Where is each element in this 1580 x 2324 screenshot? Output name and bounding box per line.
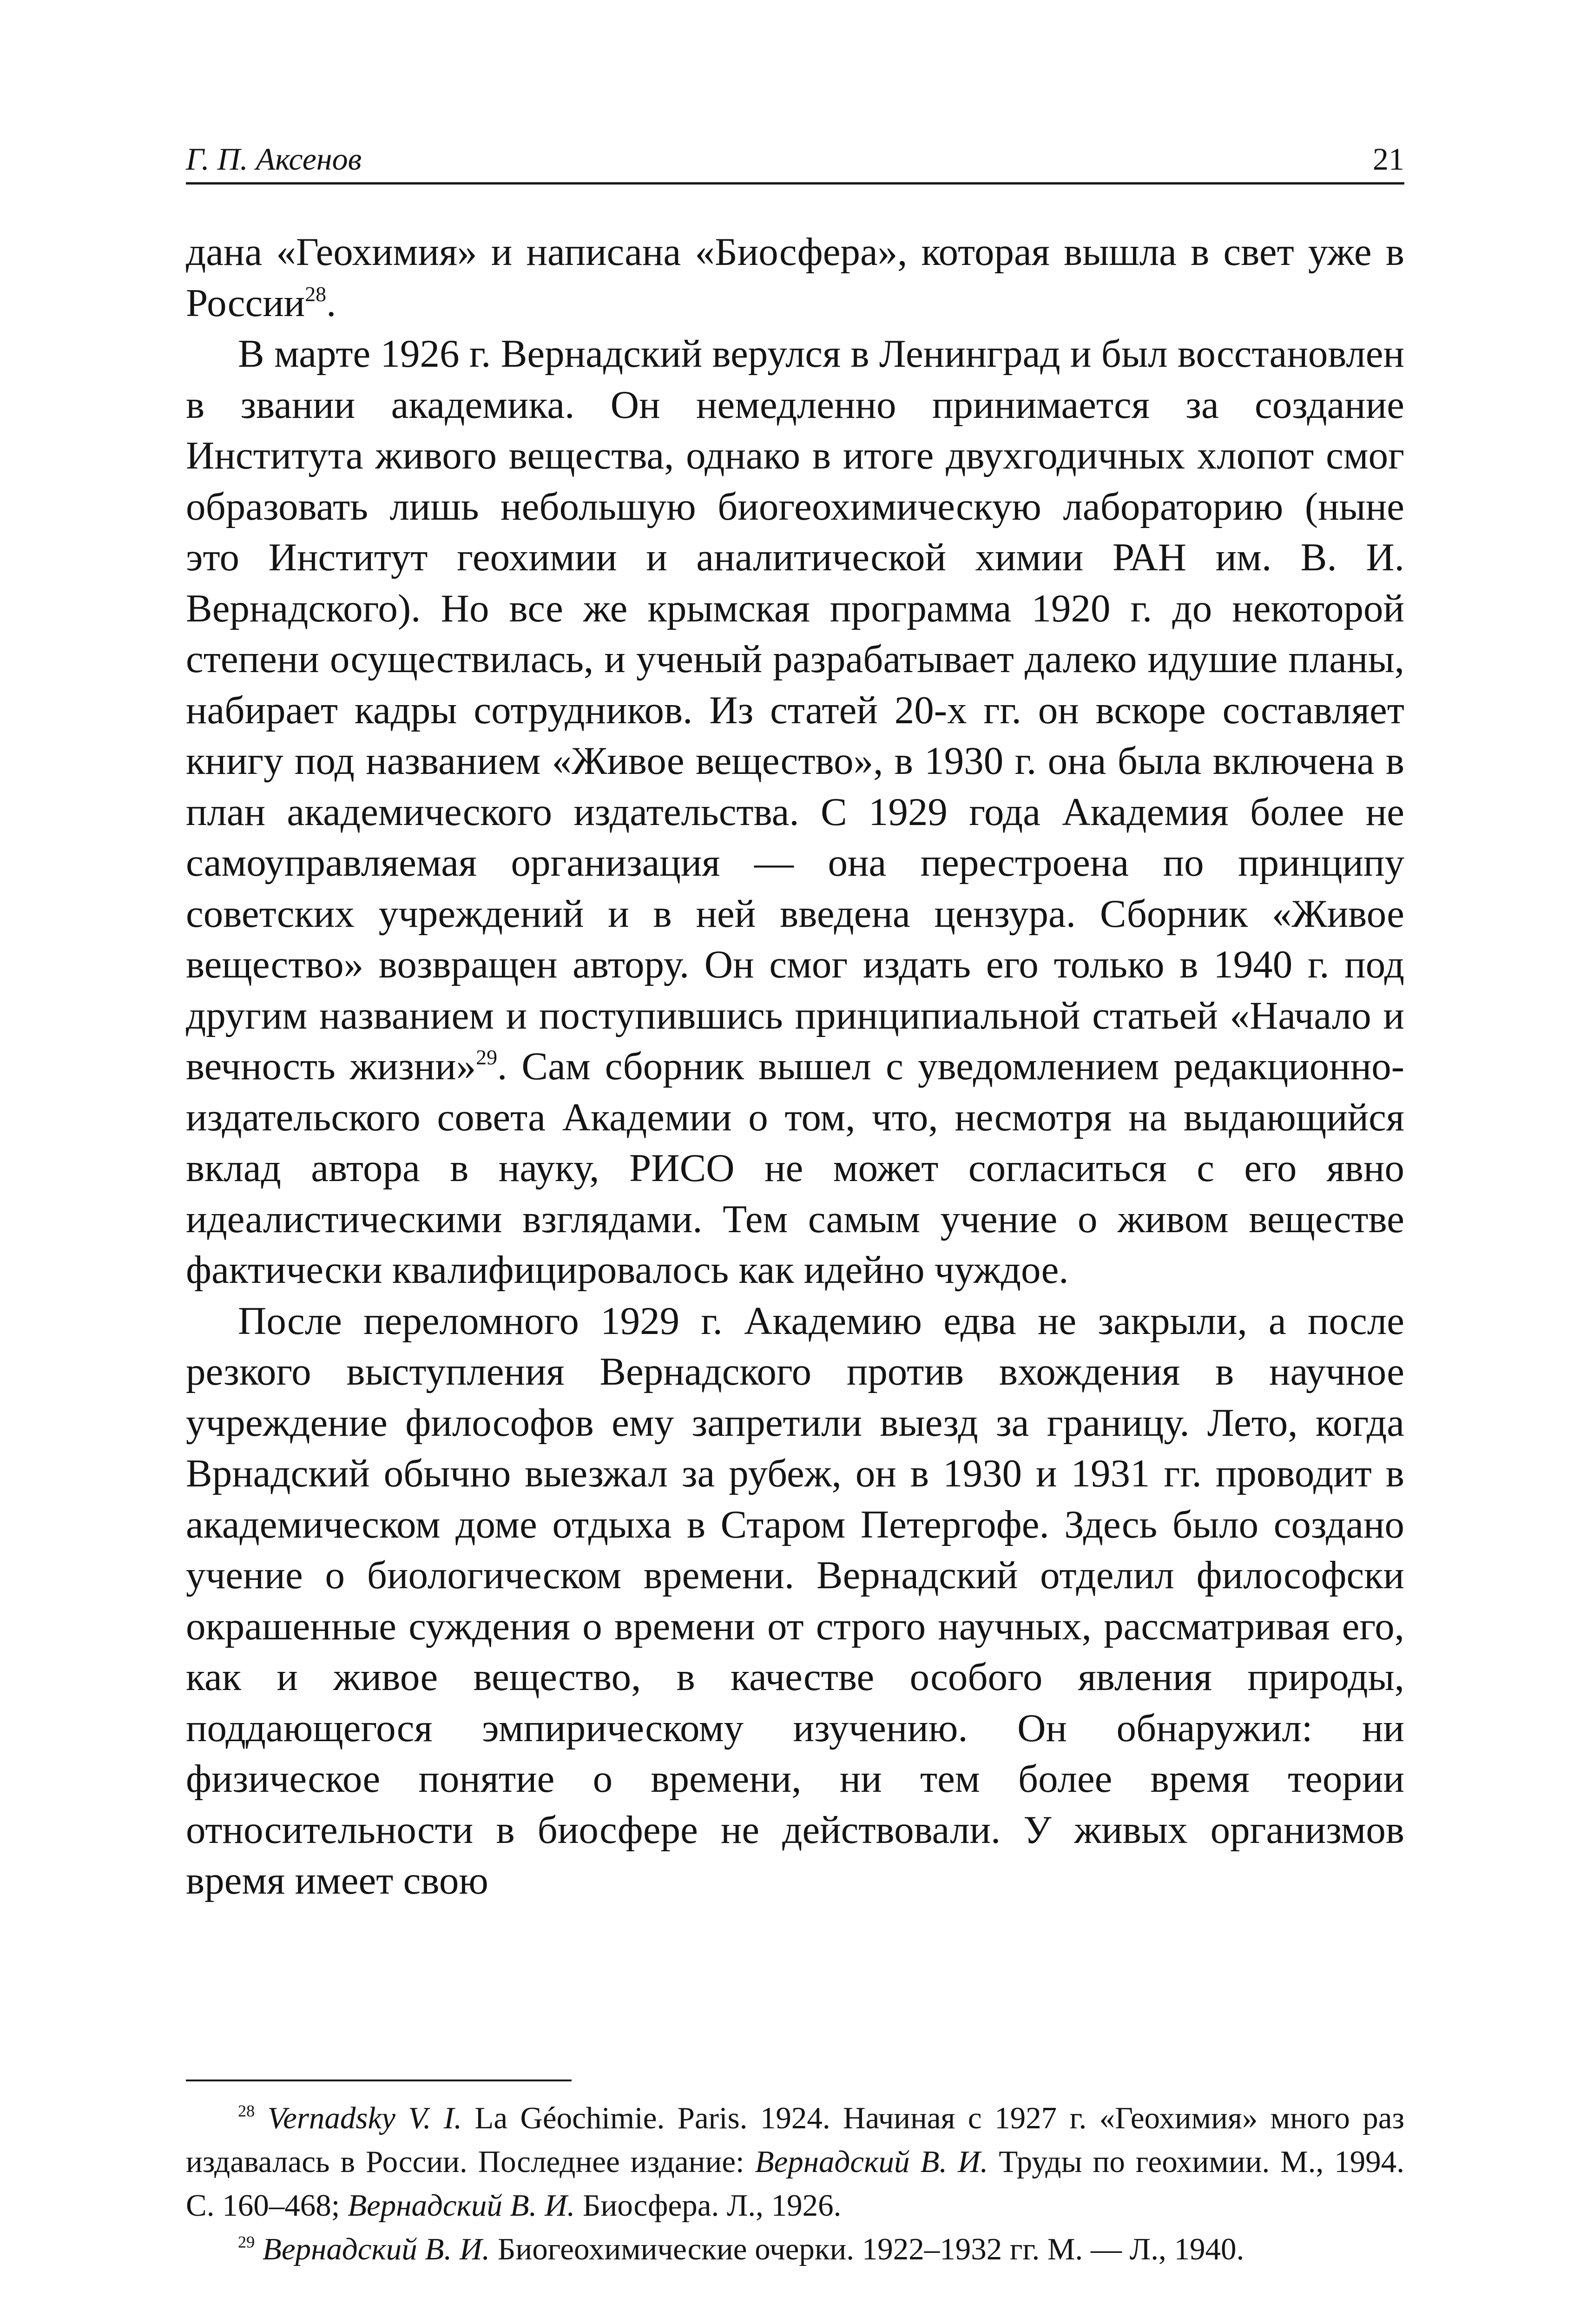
footnote-reference: 28 <box>305 282 327 306</box>
footnote-number: 28 <box>238 2101 255 2120</box>
paragraph <box>186 329 1404 1296</box>
body-text <box>186 227 1404 1907</box>
paragraph-text: . Сам сборник вышел с уведомлением редакционно-издательского совета Академии о том, что, несмотря на выдающийся вклад автора в науку, РИСО не может согласиться с его явно идеалистическими взглядами. Тем самым учение о живом веществе фактически квалифицировалось как идейно чуждое. <box>186 1044 1404 1292</box>
paragraph-text: После переломного 1929 г. Академию едва не закрыли, а после резкого выступления Вернадского против вхождения в научное учреждение философов ему запретили выезд за границу. Лето, когда Врнадский обычно выезжал за рубеж, он в 1930 и 1931 гг. проводит в академическом доме отдыха в Старом Петергофе. Здесь было создано учение о биологическом времени. Вернадский отделил философски окрашенные суждения о времени от строго научных, рассматривая его, как и живое вещество, в качестве особого явления природы, поддающегося эмпирическому изучению. Он обнаружил: ни физическое понятие о времени, ни тем более время теории относительности в биосфере не действовали. У живых организмов время имеет свою <box>186 1299 1404 1902</box>
paragraph <box>186 1296 1404 1907</box>
footnote-separator <box>186 2080 572 2081</box>
footnote-author: Вернадский В. И. <box>348 2188 575 2223</box>
footnote <box>186 2227 1404 2271</box>
footnote-text: Биосфера. Л., 1926. <box>575 2188 842 2223</box>
footnote-author: Вернадский В. И. <box>755 2145 988 2179</box>
footnote-reference: 29 <box>476 1045 498 1069</box>
footnote-number: 29 <box>238 2232 255 2251</box>
footnote <box>186 2096 1404 2227</box>
page-number: 21 <box>1373 141 1404 177</box>
footnote-text: La Géochimie. Paris. 1924. Начиная с 1927 г. «Геохимия» много раз издавалась в России. Последнее издание: <box>186 2101 1404 2179</box>
footnote-author: Vernadsky V. I. <box>267 2101 462 2135</box>
book-page <box>186 0 1404 2324</box>
paragraph-text: дана «Геохимия» и написана «Биосфера», которая вышла в свет уже в России <box>186 230 1404 325</box>
footnote-text: Биогеохимические очерки. 1922–1932 гг. М. — Л., 1940. <box>490 2232 1244 2266</box>
footnote-text: Труды по геохимии. М., 1994. С. 160–468; <box>186 2145 1405 2223</box>
footnotes <box>186 2096 1404 2271</box>
running-head <box>186 139 1404 185</box>
footnote-author: Вернадский В. И. <box>262 2232 490 2266</box>
paragraph-text: . <box>326 281 336 325</box>
running-head-author: Г. П. Аксенов <box>186 141 362 177</box>
paragraph-text: В марте 1926 г. Вернадский верулся в Ленинград и был восстановлен в звании академика. Он немедленно принимается за создание Института живого вещества, однако в итоге двухгодичных хлопот смог образовать лишь небольшую биогеохимическую лабораторию (ныне это Институт геохимии и аналитической химии РАН им. В. И. Вернадского). Но все же крымская программа 1920 г. до некоторой степени осуществилась, и ученый разрабатывает далеко идушие планы, набирает кадры сотрудников. Из статей 20-х гг. он вскоре составляет книгу под названием «Живое вещество», в 1930 г. она была включена в план академического издательства. С 1929 года Академия более не самоуправляемая организация — она перестроена по принципу советских учреждений и в ней введена цензура. Сборник «Живое вещество» возвращен автору. Он смог издать его только в 1940 г. под другим названием и поступившись принципиальной статьей «Начало и вечность жизни» <box>186 332 1404 1088</box>
paragraph <box>186 227 1404 329</box>
